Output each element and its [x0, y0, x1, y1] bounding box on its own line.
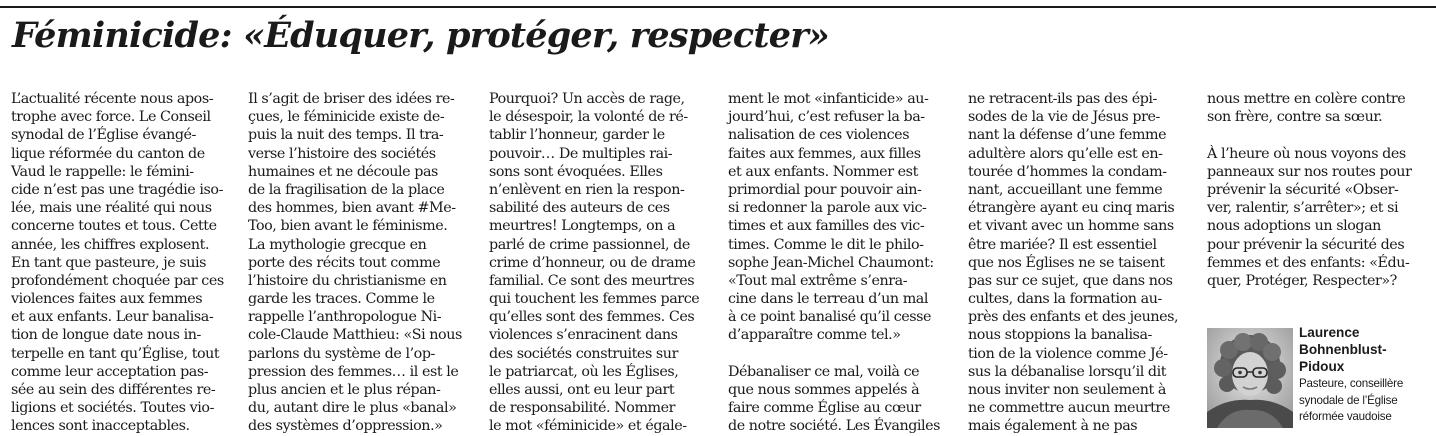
text-line: synodal de l’Église évangé-: [11, 127, 196, 144]
text-line: L’actualité récente nous apos-: [11, 91, 214, 107]
text-line: le désespoir, la volonté de ré-: [489, 109, 688, 126]
text-line: tion de la violence comme Jé-: [968, 345, 1168, 362]
text-line: si redonner la parole aux vic-: [728, 200, 927, 217]
text-line: verse l’histoire des sociétés: [248, 145, 436, 162]
text-line: Vaud le rappelle: le fémini-: [11, 163, 194, 180]
text-line: ver, ralentir, s’arrêter»; et si: [1207, 200, 1399, 217]
text-line: cole-Claude Matthieu: «Si nous: [248, 327, 462, 344]
text-line: sus la débanalise lorsqu’il dit: [968, 363, 1167, 380]
text-line: nant la défense d’une femme: [968, 127, 1167, 144]
text-line: pour prévenir la sécurité des: [1207, 236, 1405, 253]
text-line: Too, bien avant le féminisme.: [248, 218, 448, 235]
author-photo: [1207, 328, 1293, 428]
text-line: garde les traces. Comme le: [248, 291, 435, 308]
text-line: femmes et des enfants: «Édu-: [1207, 254, 1410, 271]
text-line: humaines et ne découle pas: [248, 163, 438, 180]
column-3: [489, 90, 700, 436]
text-line: cide n’est pas une tragédie iso-: [11, 181, 223, 198]
text-line: sophe Jean-Michel Chaumont:: [728, 254, 934, 271]
text-line: cine dans le terreau d’un mal: [728, 291, 929, 308]
text-line: «Tout mal extrême s’enra-: [728, 272, 908, 289]
text-line: terpelle en tant qu’Église, tout: [11, 345, 220, 362]
text-line: panneaux sur nos routes pour: [1207, 163, 1412, 180]
text-line: des systèmes d’oppression.»: [248, 418, 443, 435]
paragraph-gap: [1207, 126, 1412, 144]
text-line: violences faites aux femmes: [11, 291, 203, 308]
text-line: violences s’enracinent dans: [489, 327, 678, 344]
text-line: sée au sein des différentes re-: [11, 382, 216, 398]
text-line: nous mettre en colère contre: [1207, 91, 1406, 107]
author-box: [1207, 324, 1427, 432]
text-line: times et aux familles des vic-: [728, 218, 925, 235]
text-line: du, autant dire le plus «banal»: [248, 400, 457, 417]
text-line: lée, mais une réalité qui nous: [11, 200, 212, 217]
text-line: à ce point banalisé qu’il cesse: [728, 309, 932, 326]
text-line: comme leur acceptation pas-: [11, 363, 209, 380]
text-line: Pourquoi? Un accès de rage,: [489, 91, 685, 107]
text-line: de responsabilité. Nommer: [489, 400, 676, 417]
paragraph-gap: [728, 345, 933, 363]
text-line: année, les chiffres explosent.: [11, 236, 210, 253]
text-line: familial. Ce sont des meurtres: [489, 272, 695, 289]
text-line: tion de longue date nous in-: [11, 327, 201, 344]
author-name: Laurence Bohnenblust- Pidoux: [1299, 325, 1387, 374]
text-line: qu’elles sont des femmes. Ces: [489, 309, 695, 326]
text-line: times. Comme le dit le philo-: [728, 236, 924, 253]
text-line: son frère, contre sa sœur.: [1207, 109, 1383, 126]
text-line: Débanaliser ce mal, voilà ce: [728, 363, 920, 380]
text-line: nous stoppions la banalisa-: [968, 327, 1152, 344]
text-line: faites aux femmes, aux filles: [728, 145, 921, 162]
text-line: près des enfants et des jeunes,: [968, 309, 1179, 326]
text-line: ne retracent-ils pas des épi-: [968, 91, 1157, 107]
text-line: En tant que pasteure, je suis: [11, 254, 206, 271]
text-line: pas sur ce sujet, que dans nos: [968, 272, 1173, 289]
text-line: et vivant avec un homme sans: [968, 218, 1174, 235]
text-line: plus ancien et le plus répan-: [248, 382, 441, 398]
text-line: ligions et sociétés. Toutes vio-: [11, 400, 214, 417]
text-line: nous adoptions un slogan: [1207, 218, 1381, 235]
text-line: puis la nuit des temps. Il tra-: [248, 127, 444, 144]
text-line: n’enlèvent en rien la respon-: [489, 181, 685, 198]
text-line: étrangère ayant eu cinq maris: [968, 200, 1175, 217]
text-line: le mot «féminicide» et égale-: [489, 418, 687, 435]
author-role: Pasteure, conseillère synodale de l’Église réformée vaudoise: [1299, 377, 1404, 423]
text-line: mais également à ne pas: [968, 418, 1138, 435]
text-line: prévenir la sécurité «Obser-: [1207, 181, 1399, 198]
column-2: [248, 90, 462, 436]
text-line: ment le mot «infanticide» au-: [728, 91, 929, 107]
text-line: sons sont évoquées. Elles: [489, 163, 663, 180]
text-line: l’histoire du christianisme en: [248, 272, 447, 289]
text-line: que nos Églises ne se taisent: [968, 254, 1165, 271]
text-line: jourd’hui, c’est refuser la ba-: [728, 109, 925, 126]
text-line: La mythologie grecque en: [248, 236, 427, 253]
text-line: tourée d’hommes la condam-: [968, 163, 1167, 180]
text-line: elles aussi, ont eu leur part: [489, 382, 675, 398]
text-line: concerne toutes et tous. Cette: [11, 218, 217, 235]
text-line: Il s’agit de briser des idées re-: [248, 91, 455, 107]
text-line: adultère alors qu’elle est en-: [968, 145, 1163, 162]
text-line: des hommes, bien avant #Me-: [248, 200, 456, 217]
column-6: [1207, 90, 1412, 290]
column-4: [728, 90, 941, 436]
text-line: et aux enfants. Nommer est: [728, 163, 918, 180]
text-line: À l’heure où nous voyons des: [1207, 145, 1406, 162]
text-line: le patriarcat, où les Églises,: [489, 363, 679, 380]
text-line: de notre société. Les Évangiles: [728, 418, 941, 435]
text-line: tablir l’honneur, garder le: [489, 127, 665, 144]
text-line: trophe avec force. Le Conseil: [11, 109, 211, 126]
text-line: lences sont inacceptables.: [11, 418, 190, 435]
text-line: nalisation de ces violences: [728, 127, 910, 144]
column-5: [968, 90, 1179, 436]
text-line: parlé de crime passionnel, de: [489, 236, 690, 253]
text-line: qui touchent les femmes parce: [489, 291, 700, 308]
text-line: ne commettre aucun meurtre: [968, 400, 1170, 417]
text-line: parlons du système de l’op-: [248, 345, 435, 362]
text-line: nant, accueillant une femme: [968, 181, 1163, 198]
text-line: primordial pour pouvoir ain-: [728, 181, 922, 198]
text-line: faire comme Église au cœur: [728, 400, 921, 417]
text-line: des sociétés construites sur: [489, 345, 678, 362]
text-line: meurtres! Longtemps, on a: [489, 218, 676, 235]
text-line: quer, Protéger, Respecter»?: [1207, 272, 1397, 289]
column-1: [11, 90, 224, 436]
top-rule: [0, 6, 1436, 8]
text-line: lique réformée du canton de: [11, 145, 205, 162]
text-line: crime d’honneur, ou de drame: [489, 254, 696, 271]
text-line: çues, le féminicide existe de-: [248, 109, 445, 126]
text-line: d’apparaître comme tel.»: [728, 327, 901, 344]
text-line: nous inviter non seulement à: [968, 382, 1166, 398]
text-line: cultes, dans la formation au-: [968, 291, 1162, 308]
text-line: être mariée? Il est essentiel: [968, 236, 1157, 253]
text-line: rappelle l’anthropologue Ni-: [248, 309, 442, 326]
text-line: sabilité des auteurs de ces: [489, 200, 670, 217]
text-line: sodes de la vie de Jésus pre-: [968, 109, 1160, 126]
text-line: pression des femmes… il est le: [248, 363, 459, 380]
text-line: de la fragilisation de la place: [248, 181, 445, 198]
text-line: porte des récits tout comme: [248, 254, 441, 271]
text-line: et aux enfants. Leur banalisa-: [11, 309, 214, 326]
text-line: que nous sommes appelés à: [728, 382, 920, 398]
text-line: profondément choquée par ces: [11, 272, 224, 289]
headline: Féminicide: «Éduquer, protéger, respecter»: [12, 15, 829, 56]
text-line: pouvoir… De multiples rai-: [489, 145, 673, 162]
